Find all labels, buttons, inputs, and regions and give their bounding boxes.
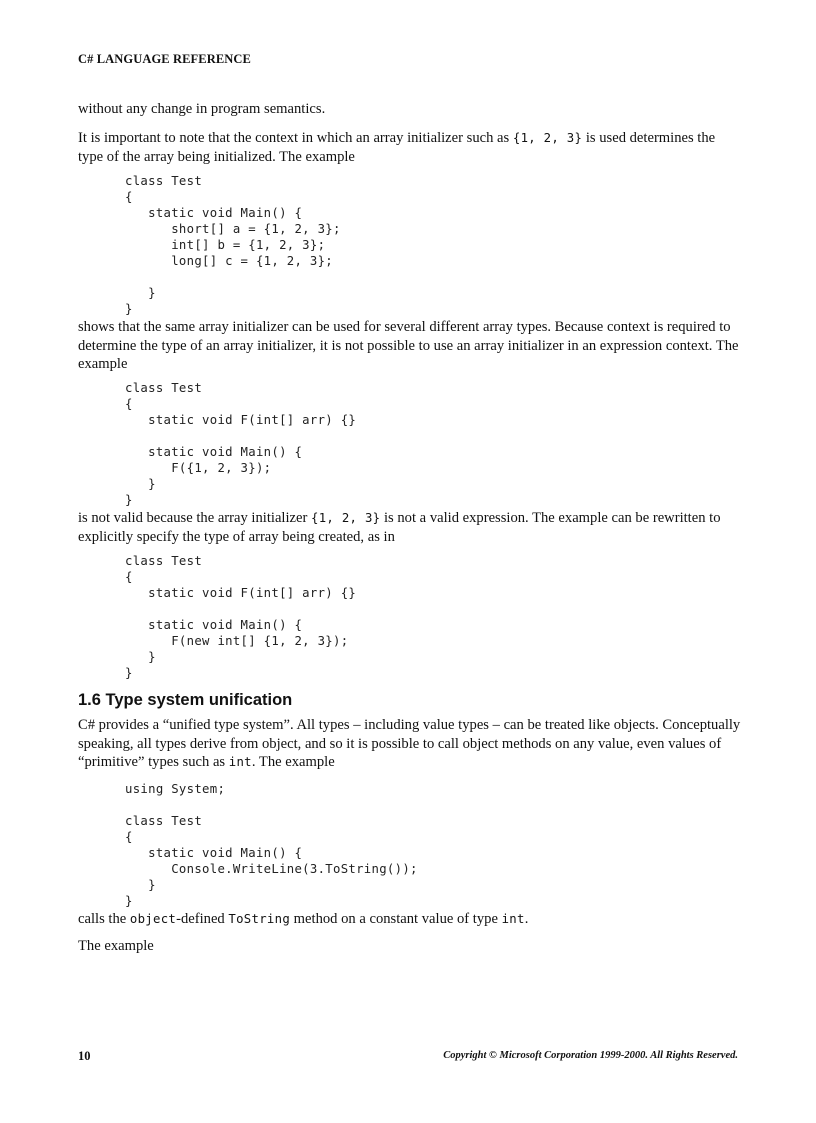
text-run: is not a valid expression. The example can be rewritten to explicitly specify the type of array being created, as in xyxy=(78,510,721,545)
inline-code: {1, 2, 3} xyxy=(311,511,381,525)
inline-code: {1, 2, 3} xyxy=(512,131,583,145)
paragraph-intro xyxy=(78,100,743,119)
paragraph-text: The example xyxy=(78,938,154,954)
inline-code: int xyxy=(228,755,252,769)
paragraph-explanation xyxy=(78,318,743,374)
paragraph-text: shows that the same array initializer can be used for several different array types. Because context is required to determine the type of an array initializer, it is not possible to use an array initializer in an expression context. The example xyxy=(78,319,739,372)
text-run: calls the xyxy=(78,911,130,927)
text-run: C# provides a “unified type system”. All types – including value types – can be treated like objects. Conceptually speaking, all types derive from object, and so it is possible to call object methods on any value, even values of “primitive” types such as xyxy=(78,717,741,770)
code-block-tostring-example: using System; class Test { static void Main() { Console.WriteLine(3.ToString()); } } xyxy=(125,782,418,908)
inline-code: ToString xyxy=(228,912,291,926)
paragraph-invalid xyxy=(78,509,743,546)
text-run: It is important to note that the context in which an array initializer such as xyxy=(78,130,513,146)
text-run: . xyxy=(524,911,529,927)
paragraph-the-example xyxy=(78,937,743,956)
paragraph-unified-type-system xyxy=(78,716,743,772)
copyright-notice: Copyright © Microsoft Corporation 1999-2000. All Rights Reserved. xyxy=(443,1050,738,1061)
paragraph-context xyxy=(78,129,743,166)
code-block-invalid-example: class Test { static void F(int[] arr) {} static void Main() { F({1, 2, 3}); } } xyxy=(125,381,357,507)
text-run: -defined xyxy=(176,911,229,927)
paragraph-calls xyxy=(78,910,743,929)
text-run: method on a constant value of type xyxy=(290,911,502,927)
code-block-array-types: class Test { static void Main() { short[] a = {1, 2, 3}; int[] b = {1, 2, 3}; long[] c = {1, 2, 3}; } } xyxy=(125,174,341,316)
paragraph-text: without any change in program semantics. xyxy=(78,101,326,117)
code-block-rewritten-example: class Test { static void F(int[] arr) {} static void Main() { F(new int[] {1, 2, 3}); } } xyxy=(125,554,357,680)
text-run: . The example xyxy=(251,754,335,770)
text-run: is used determines the type of the array being initialized. The example xyxy=(78,130,716,165)
text-run: is not valid because the array initializer xyxy=(78,510,312,526)
inline-code: int xyxy=(501,912,525,926)
running-header: C# LANGUAGE REFERENCE xyxy=(78,52,251,66)
section-heading: 1.6 Type system unification xyxy=(78,691,293,709)
inline-code: object xyxy=(129,912,177,926)
page-number: 10 xyxy=(78,1049,91,1063)
